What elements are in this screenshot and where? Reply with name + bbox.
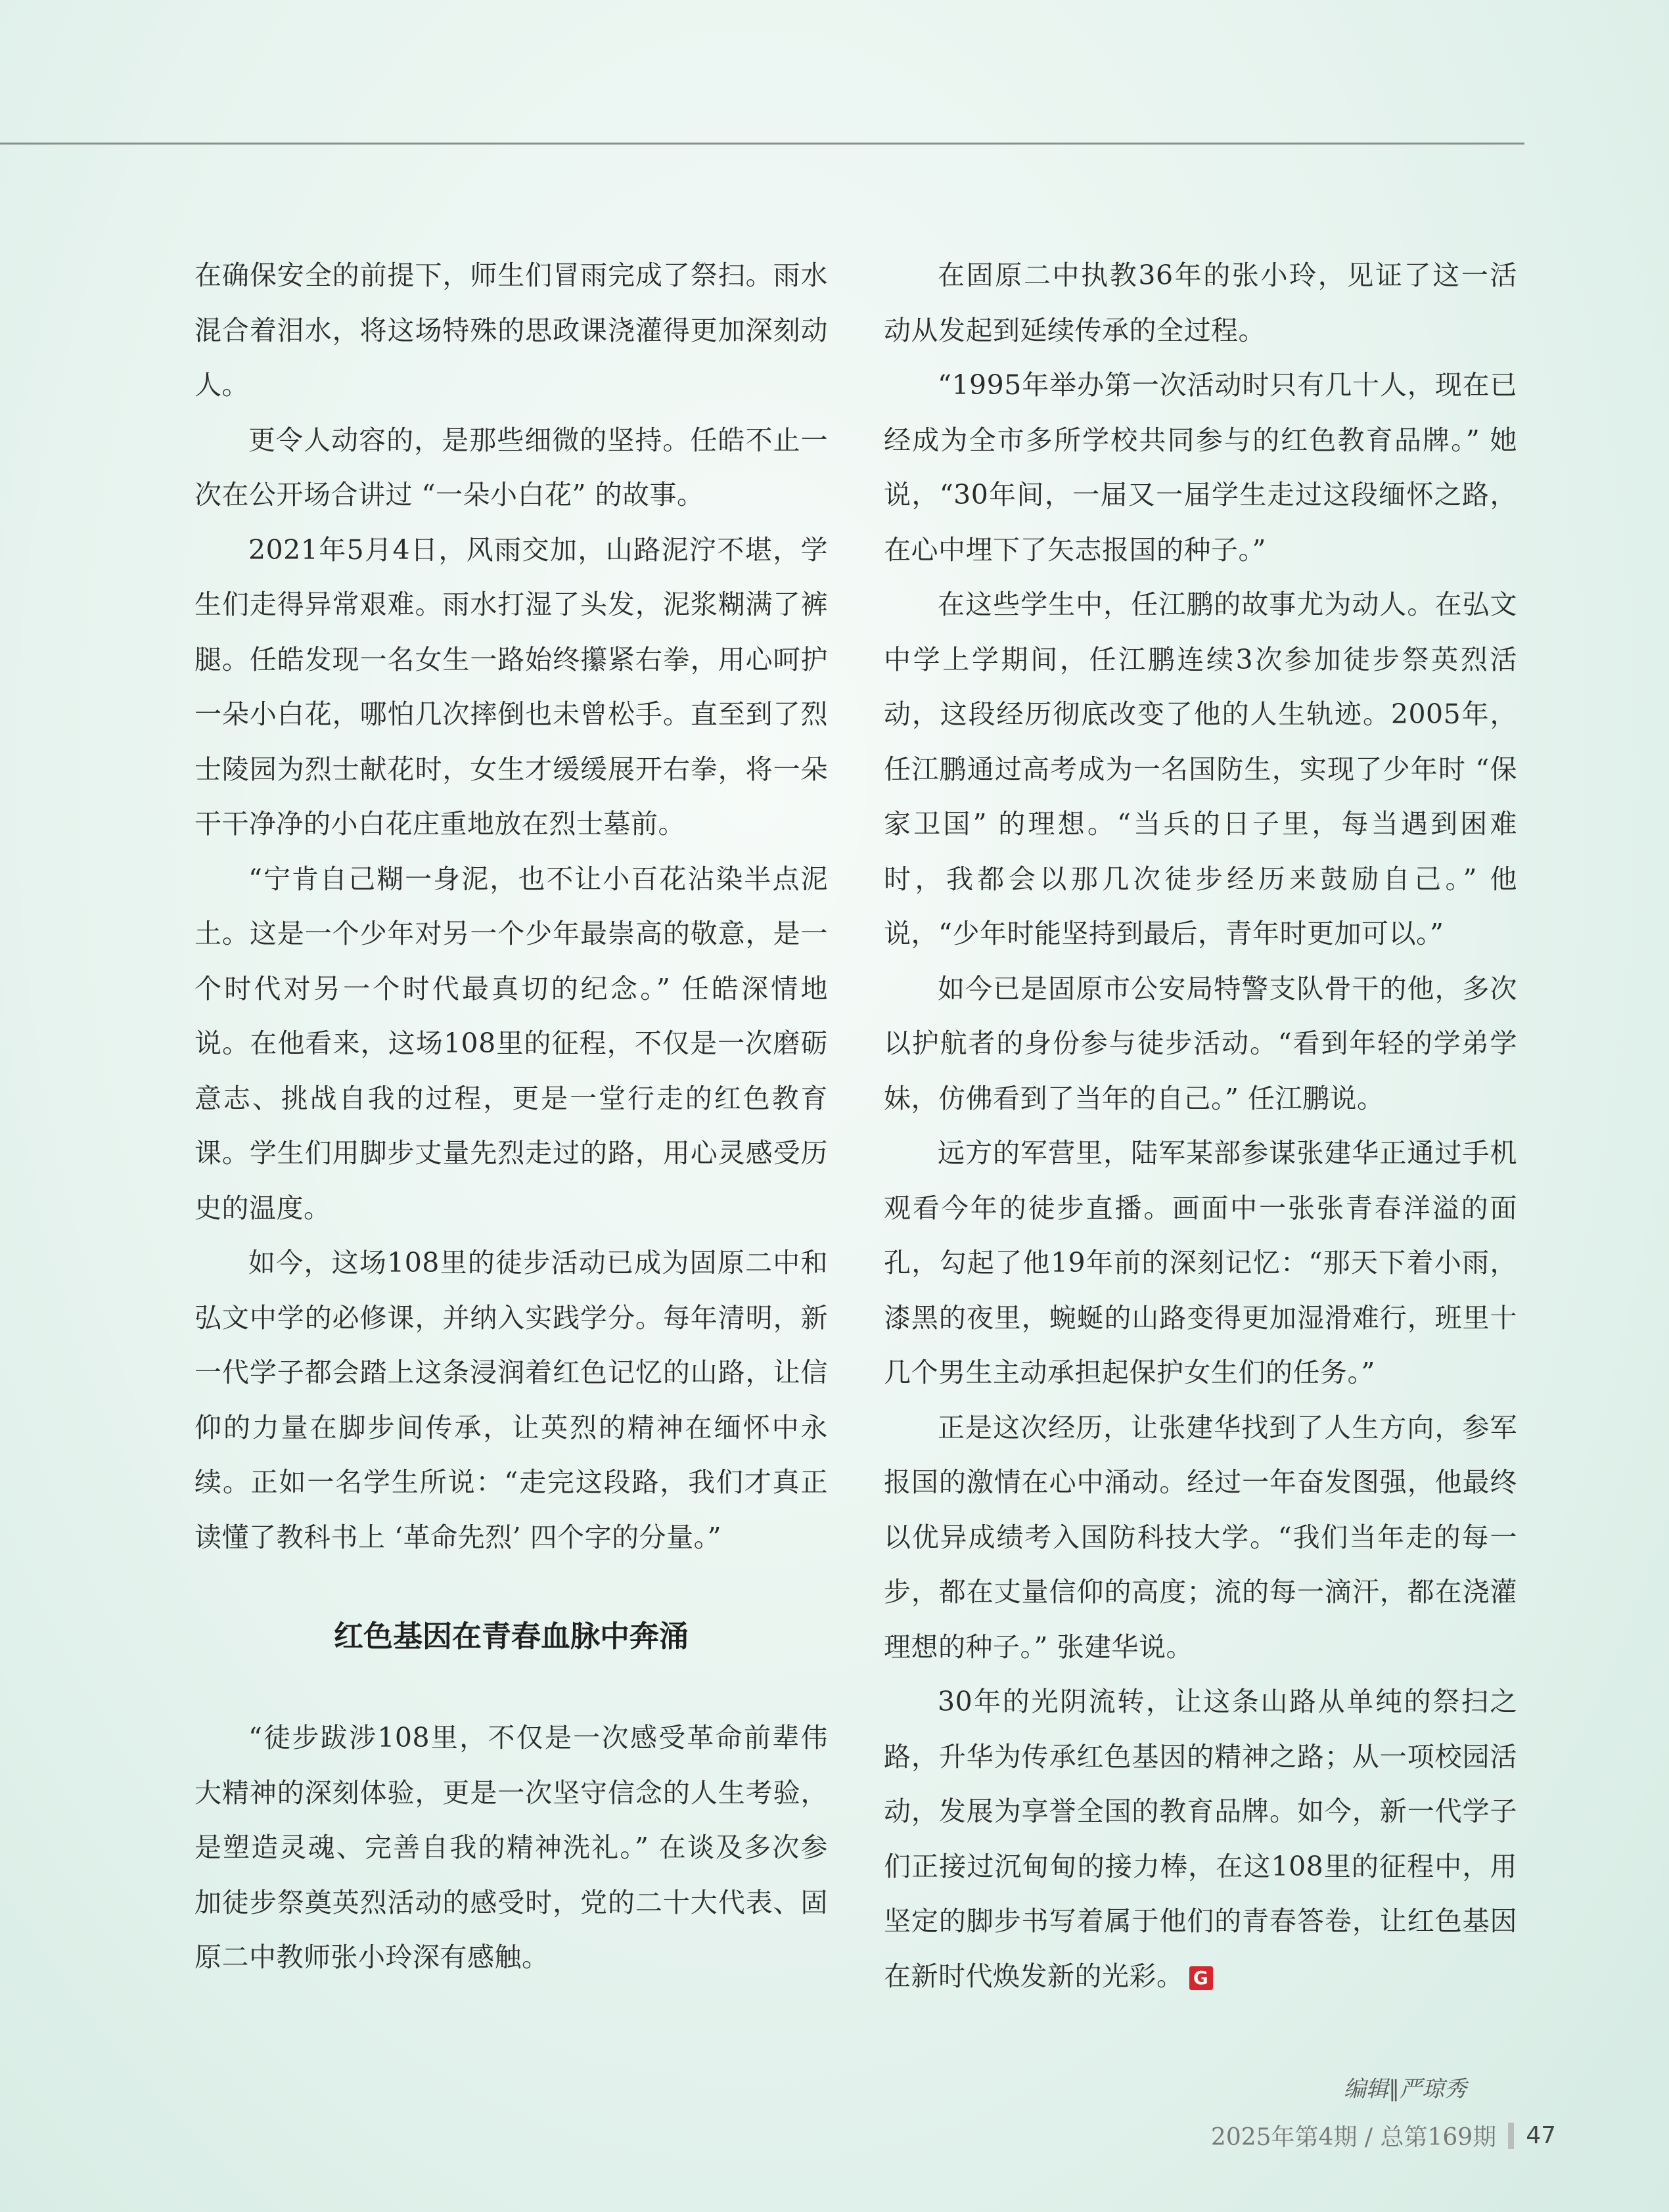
editor-credit: 编辑∥严琼秀 — [1344, 2076, 1467, 2102]
paragraph: 如今已是固原市公安局特警支队骨干的他，多次以护航者的身份参与徒步活动。“看到年轻的学弟学妹，仿佛看到了当年的自己。” 任江鹏说。 — [884, 972, 1517, 1114]
paragraph: 2021年5月4日，风雨交加，山路泥泞不堪，学生们走得异常艰难。雨水打湿了头发，泥浆糊满了裤腿。任皓发现一名女生一路始终攥紧右拳，用心呵护一朵小白花，哪怕几次摔倒也未曾松手。直至到了烈士陵园为烈士献花时，女生才缓缓展开右拳，将一朵干干净净的小白花庄重地放在烈士墓前。 — [194, 533, 828, 840]
issue-info: 2025年第4期 / 总第169期 — [1210, 2124, 1497, 2151]
paragraph: 在固原二中执教36年的张小玲，见证了这一活动从发起到延续传承的全过程。 — [884, 260, 1517, 346]
paragraph: 在确保安全的前提下，师生们冒雨完成了祭扫。雨水混合着泪水，将这场特殊的思政课浇灌得更加深刻动人。 — [194, 260, 828, 401]
paragraph: “1995年举办第一次活动时只有几十人，现在已经成为全市多所学校共同参与的红色教育品牌。” 她说，“30年间，一届又一届学生走过这段缅怀之路，在心中埋下了矢志报国的种子。” — [884, 369, 1517, 566]
paragraph: 远方的军营里，陆军某部参谋张建华正通过手机观看今年的徒步直播。画面中一张张青春洋溢的面孔，勾起了他19年前的深刻记忆：“那天下着小雨，漆黑的夜里，蜿蜒的山路变得更加湿滑难行，班里十几个男生主动承担起保护女生们的任务。” — [884, 1137, 1517, 1388]
paragraph: “宁肯自己糊一身泥，也不让小百花沾染半点泥土。这是一个少年对另一个少年最崇高的敬意，是一个时代对另一个时代最真切的纪念。” 任皓深情地说。在他看来，这场108里的征程，不仅是一次磨砺意志、挑战自我的过程，更是一堂行走的红色教育课。学生们用脚步丈量先烈走过的路，用心灵感受历史的温度。 — [194, 863, 828, 1224]
paragraph: 在这些学生中，任江鹏的故事尤为动人。在弘文中学上学期间，任江鹏连续3次参加徒步祭英烈活动，这段经历彻底改变了他的人生轨迹。2005年，任江鹏通过高考成为一名国防生，实现了少年时 “保家卫国” 的理想。“当兵的日子里，每当遇到困难时，我都会以那几次徒步经历来鼓励自己。” 他说，“少年时能坚持到最后，青年时更加可以。” — [884, 589, 1517, 949]
paragraph: 正是这次经历，让张建华找到了人生方向，参军报国的激情在心中涌动。经过一年奋发图强，他最终以优异成绩考入国防科技大学。“我们当年走的每一步，都在丈量信仰的高度；流的每一滴汗，都在浇灌理想的种子。” 张建华说。 — [884, 1411, 1517, 1663]
paragraph-final — [884, 1675, 1517, 2004]
paragraph: 更令人动容的，是那些细微的坚持。任皓不止一次在公开场合讲过 “一朵小白花” 的故事。 — [194, 424, 828, 510]
paragraph-text: 30年的光阴流转，让这条山路从单纯的祭扫之路，升华为传承红色基因的精神之路；从一项校园活动，发展为享誉全国的教育品牌。如今，新一代学子们正接过沉甸甸的接力棒，在这108里的征程中，用坚定的脚步书写着属于他们的青春答卷，让红色基因在新时代焕发新的光彩。 — [884, 1686, 1517, 1992]
section-heading: 红色基因在青春血脉中奔涌 — [333, 1619, 689, 1654]
right-column — [884, 248, 1517, 2004]
header-rule — [0, 143, 1524, 145]
paragraph: “徒步跋涉108里，不仅是一次感受革命前辈伟大精神的深刻体验，更是一次坚守信念的人生考验，是塑造灵魂、完善自我的精神洗礼。” 在谈及多次参加徒步祭奠英烈活动的感受时，党的二十大代表、固原二中教师张小玲深有感触。 — [194, 1722, 828, 1973]
footer-divider — [1508, 2123, 1514, 2149]
page-footer — [1211, 2119, 1556, 2152]
left-column — [194, 248, 828, 1985]
page-number: 47 — [1526, 2122, 1556, 2149]
end-mark-icon: G — [1189, 1966, 1213, 1990]
paragraph: 如今，这场108里的徒步活动已成为固原二中和弘文中学的必修课，并纳入实践学分。每年清明，新一代学子都会踏上这条浸润着红色记忆的山路，让信仰的力量在脚步间传承，让英烈的精神在缅怀中永续。正如一名学生所说：“走完这段路，我们才真正读懂了教科书上 ‘革命先烈’ 四个字的分量。” — [194, 1247, 828, 1553]
